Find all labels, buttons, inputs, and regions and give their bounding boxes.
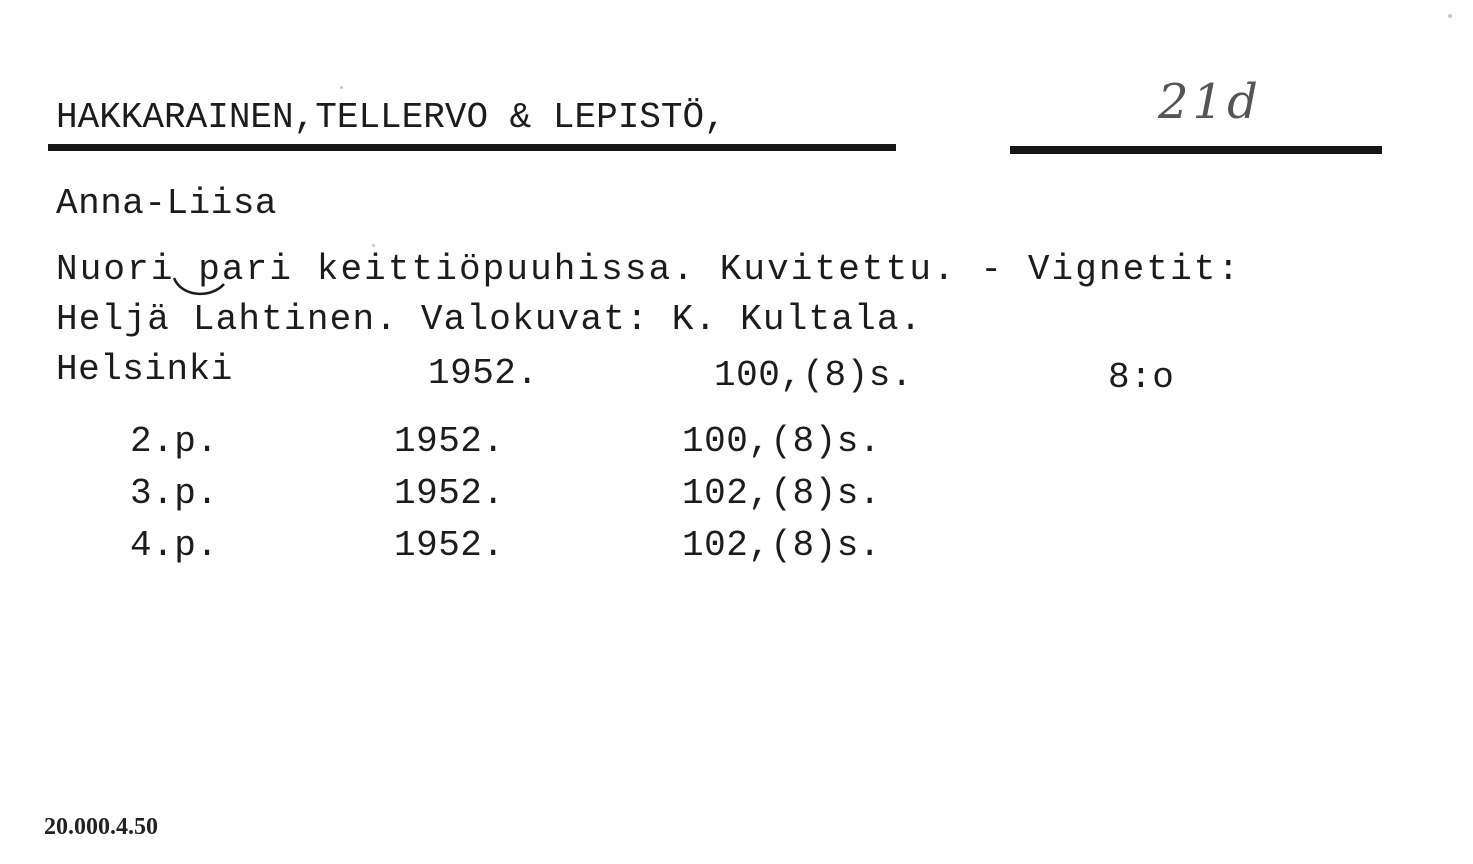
title-line-2: Heljä Lahtinen. Valokuvat: K. Kultala. xyxy=(56,299,923,340)
edition-year: 1952. xyxy=(394,525,505,566)
imprint-place: Helsinki xyxy=(56,349,233,390)
heading-underline xyxy=(48,144,896,151)
edition-number: 3.p. xyxy=(130,473,219,514)
imprint-year: 1952. xyxy=(428,353,539,394)
join-mark xyxy=(172,276,228,298)
shelf-mark-underline xyxy=(1010,146,1382,154)
title-line-1: Nuori pari keittiöpuuhissa. Kuvitettu. - Vignetit: xyxy=(56,249,1242,290)
card-print-code: 20.000.4.50 xyxy=(44,814,158,840)
shelf-mark: 21d xyxy=(1158,74,1262,130)
author-continued: Anna-Liisa xyxy=(56,183,278,224)
author-heading: HAKKARAINEN,TELLERVO & LEPISTÖ, xyxy=(56,97,726,138)
edition-pages: 102,(8)s. xyxy=(682,525,881,566)
imprint-format: 8:o xyxy=(1108,357,1175,398)
edition-year: 1952. xyxy=(394,421,505,462)
edition-number: 2.p. xyxy=(130,421,219,462)
edition-pages: 100,(8)s. xyxy=(682,421,881,462)
edition-pages: 102,(8)s. xyxy=(682,473,881,514)
paper-speck xyxy=(372,244,375,247)
paper-speck xyxy=(1448,14,1452,18)
imprint-pages: 100,(8)s. xyxy=(714,355,913,396)
edition-number: 4.p. xyxy=(130,525,219,566)
edition-year: 1952. xyxy=(394,473,505,514)
paper-speck xyxy=(340,86,343,89)
